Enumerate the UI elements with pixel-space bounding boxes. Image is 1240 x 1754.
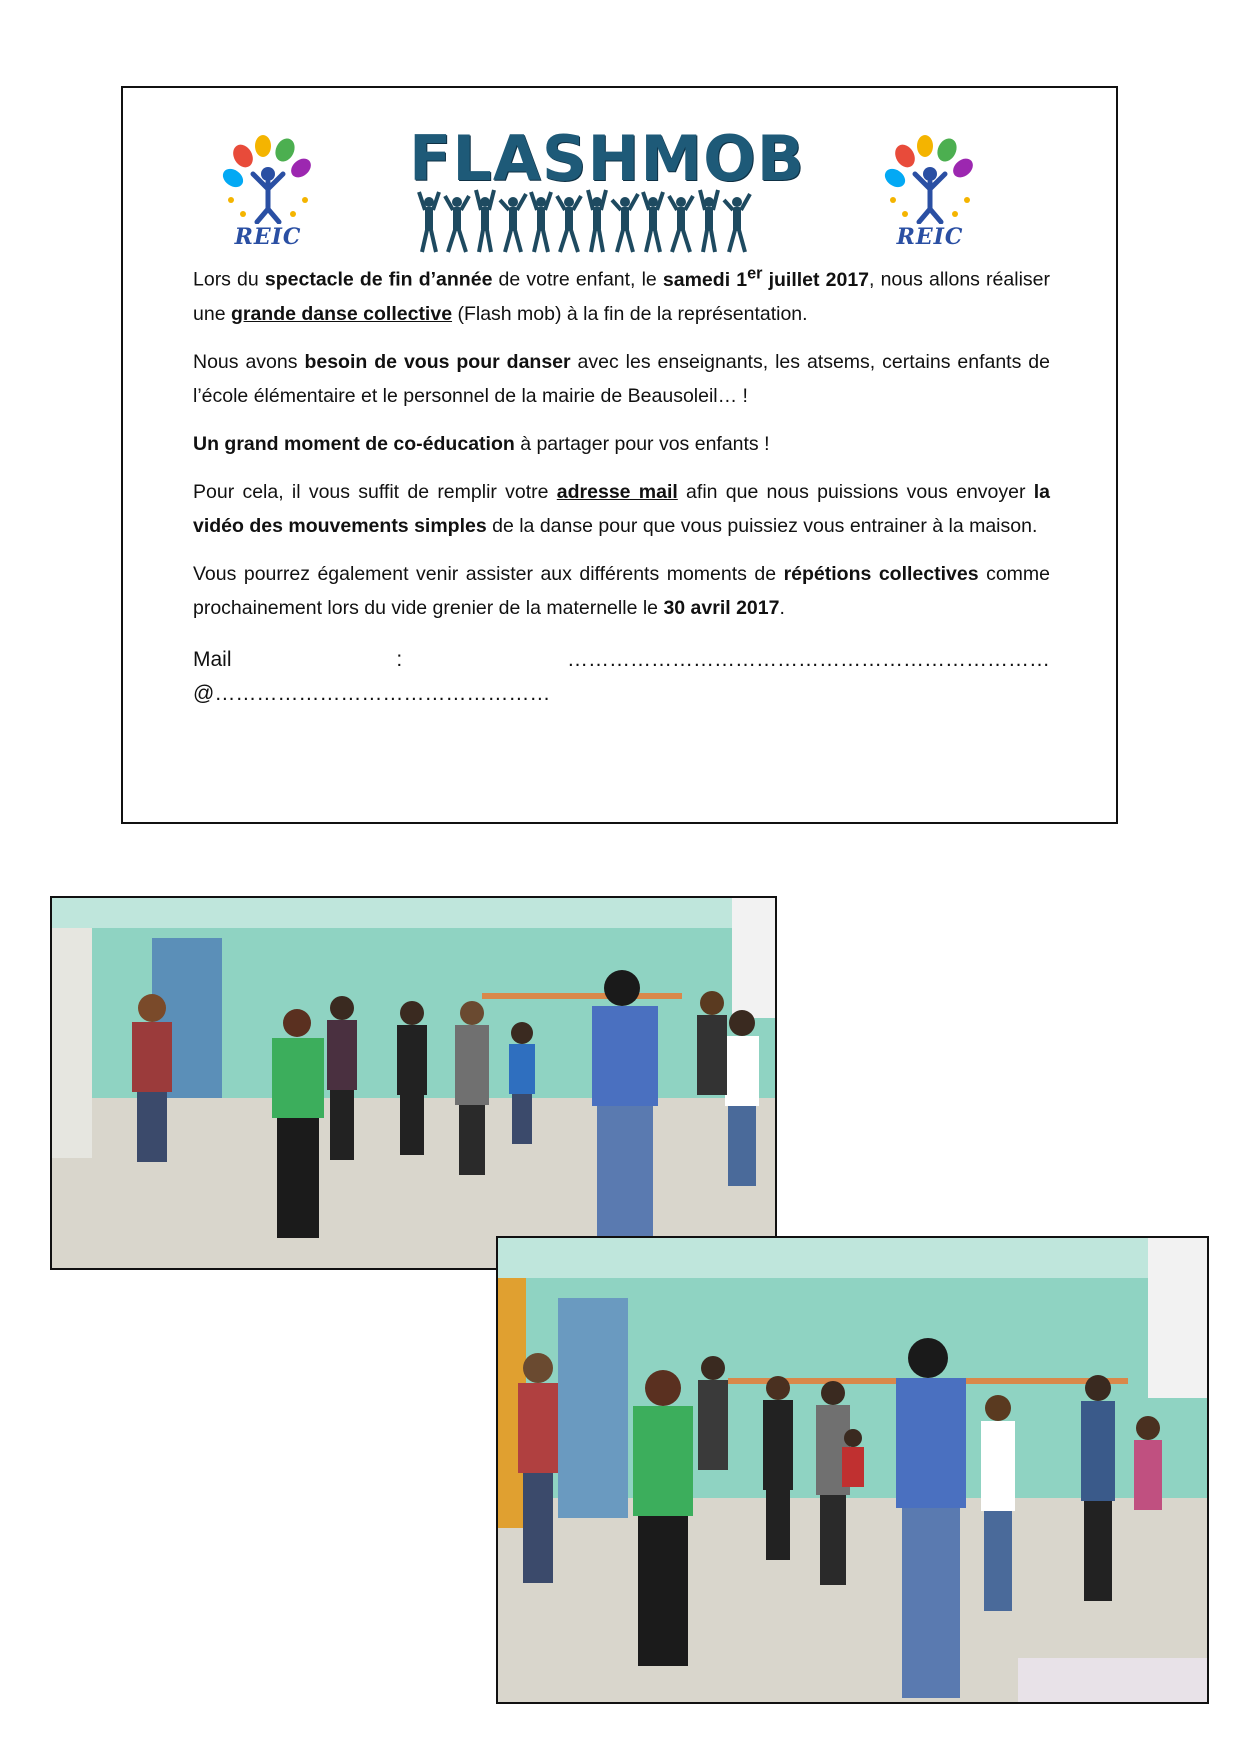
text-run: à partager pour vos enfants ! [514, 432, 770, 455]
underlined-run: adresse mail [556, 480, 678, 503]
reic-logo-right [875, 134, 985, 254]
text-run: Pour cela, il vous suffit de remplir votre [193, 480, 557, 503]
bold-run: répétions collectives [783, 562, 979, 585]
flyer-box [121, 86, 1118, 824]
underlined-run: grande danse collective [230, 302, 453, 325]
text-run: juillet 2017 [762, 268, 870, 291]
bold-run: Un grand moment de co-éducation [193, 432, 515, 455]
text-run: avec les enseignants, les atsems, certains enfants de l’école élémentaire et le personnel de la mairie de Beausoleil… ! [193, 350, 1050, 407]
text-run: Vous pourrez également venir assister aux différents moments de [193, 562, 784, 585]
flashmob-title-block [409, 122, 806, 254]
text-run: de la danse pour que vous puissiez vous entrainer à la maison. [486, 514, 1038, 537]
bold-run: 30 avril 2017 [663, 596, 780, 619]
flyer-title: FLASHMOB [409, 122, 806, 195]
paragraph-coeducation [193, 427, 1050, 461]
text-run: afin que nous puissions vous envoyer [677, 480, 1034, 503]
superscript: er [747, 264, 763, 282]
hands-logo-icon [875, 134, 985, 224]
text-run: . [779, 596, 785, 619]
dance-scene-image [52, 898, 775, 1268]
paragraph-need-you [193, 345, 1050, 413]
bold-run [662, 264, 870, 291]
paragraph-email [193, 475, 1050, 543]
dance-photo-1 [50, 896, 777, 1270]
text-run: (Flash mob) à la fin de la représentation. [452, 302, 808, 325]
mail-line[interactable]: Mail : ……………………………………………………………@………………………………………… [193, 647, 1050, 705]
dancers-silhouette-icon [409, 188, 779, 254]
reic-logo-left [213, 134, 323, 254]
paragraph-show [193, 256, 1050, 331]
text-run: comme prochainement lors du vide grenier de la maternelle le [193, 562, 1050, 619]
bold-run: la vidéo des mouvements simples [193, 480, 1051, 537]
text-run: samedi 1 [662, 268, 748, 291]
text-run: de votre enfant, le [492, 268, 663, 291]
text-run: Nous avons [193, 350, 305, 373]
text-run: Lors du [193, 268, 265, 291]
logo-text: REIC [234, 224, 302, 250]
paragraph-rehearsals [193, 557, 1050, 625]
dance-photo-2 [496, 1236, 1209, 1704]
flyer-body [193, 256, 1050, 725]
bold-run: spectacle de fin d’année [264, 268, 493, 291]
dance-scene-image [498, 1238, 1207, 1702]
text-run: , nous allons réaliser une [193, 268, 1050, 325]
hands-logo-icon [213, 134, 323, 224]
logo-text: REIC [896, 224, 964, 250]
bold-run: besoin de vous pour danser [304, 350, 571, 373]
